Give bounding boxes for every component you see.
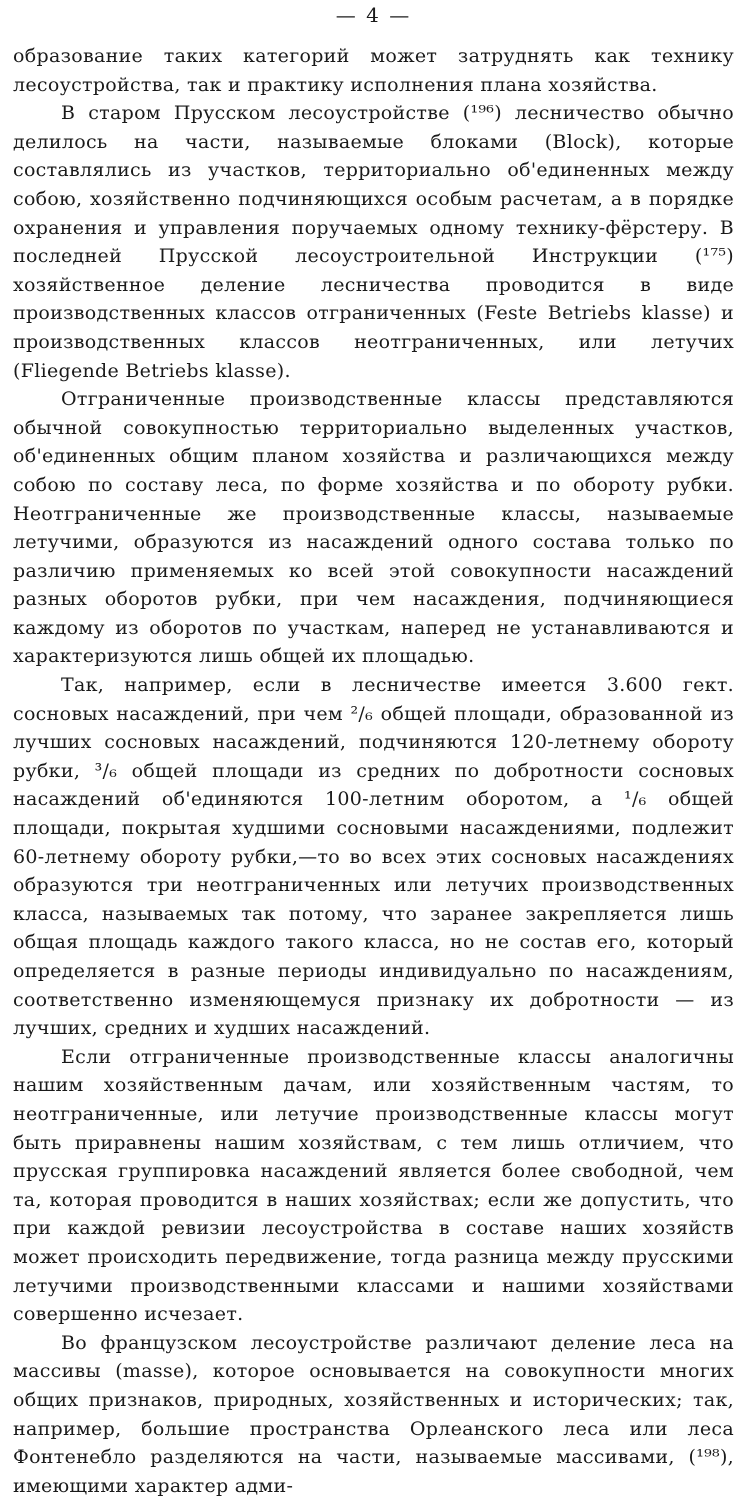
paragraph-1: образование таких категорий может затруднять как технику лесоустройства, так и практику исполнения плана хозяйства. [13,45,734,96]
paragraph-4: Так, например, если в лесничестве имеется 3.600 гект. сосновых насаждений, при чем ²/₆ общей площади, образованной из лучших сосновых насаждений, подчиняются 120-летнему обороту рубки, ³/₆ общей площади из средних по добротности сосновых насаждений об'единяются 100-летним оборотом, а ¹/₆ общей площади, покрытая худшими сосновыми насаждениями, подлежит 60-летнему обороту рубки,—то во всех этих сосновых насаждениях образуются три неотграниченных или летучих производственных класса, называемых так потому, что заранее закрепляется лишь общая площадь каждого такого класса, но не состав его, который определяется в разные периоды индивидуально по насаждениям, соответственно изменяющемуся признаку их добротности — из лучших, средних и худших насаждений. [13,674,734,1040]
paragraph-3: Отграниченные производственные классы представляются обычной совокупностью территориально выделенных участков, об'единенных общим планом хозяйства и различающихся между собою по составу леса, по форме хозяйства и по обороту рубки. Неотграниченные же производственные классы, называемые летучими, образуются из насаждений одного состава только по различию применяемых ко всей этой совокупности насаждений разных оборотов рубки, при чем насаждения, подчиняющиеся каждому из оборотов по участкам, наперед не устанавливаются и характеризуются лишь общей их площадью. [13,388,734,668]
paragraph-2: В старом Прусском лесоустройстве (¹⁹⁶) лесничество обычно делилось на части, называемые блоками (Block), которые составлялись из участков, территориально об'единенных между собою, хозяйственно подчиняющихся особым расчетам, а в порядке охранения и управления поручаемых одному технику-фёрстеру. В последней Прусской лесоустроительной Инструкции (¹⁷⁵) хозяйственное деление лесничества проводится в виде производственных классов отграниченных (Feste Betriebs klasse) и производственных классов неотграниченных, или летучих (Fliegende Betriebs klasse). [13,102,734,382]
paragraph-6: Во французском лесоустройстве различают деление леса на массивы (masse), которое основывается на совокупности многих общих признаков, природных, хозяйственных и исторических; так, например, большие пространства Орлеанского леса или леса Фонтенебло разделяются на части, называемые массивами, (¹⁹⁸), имеющими характер адми- [13,1331,734,1497]
paragraph-5: Если отграниченные производственные классы аналогичны нашим хозяйственным дачам, или хозяйственным частям, то неотграниченные, или летучие производственные классы могут быть приравнены нашим хозяйствам, с тем лишь отличием, что прусская группировка насаждений является более свободной, чем та, которая проводится в наших хозяйствах; если же допустить, что при каждой ревизии лесоустройства в составе наших хозяйств может происходить передвижение, тогда разница между прусскими летучими производственными классами и нашими хозяйствами совершенно исчезает. [13,1045,734,1326]
page-number-header: — 4 — [335,3,412,27]
